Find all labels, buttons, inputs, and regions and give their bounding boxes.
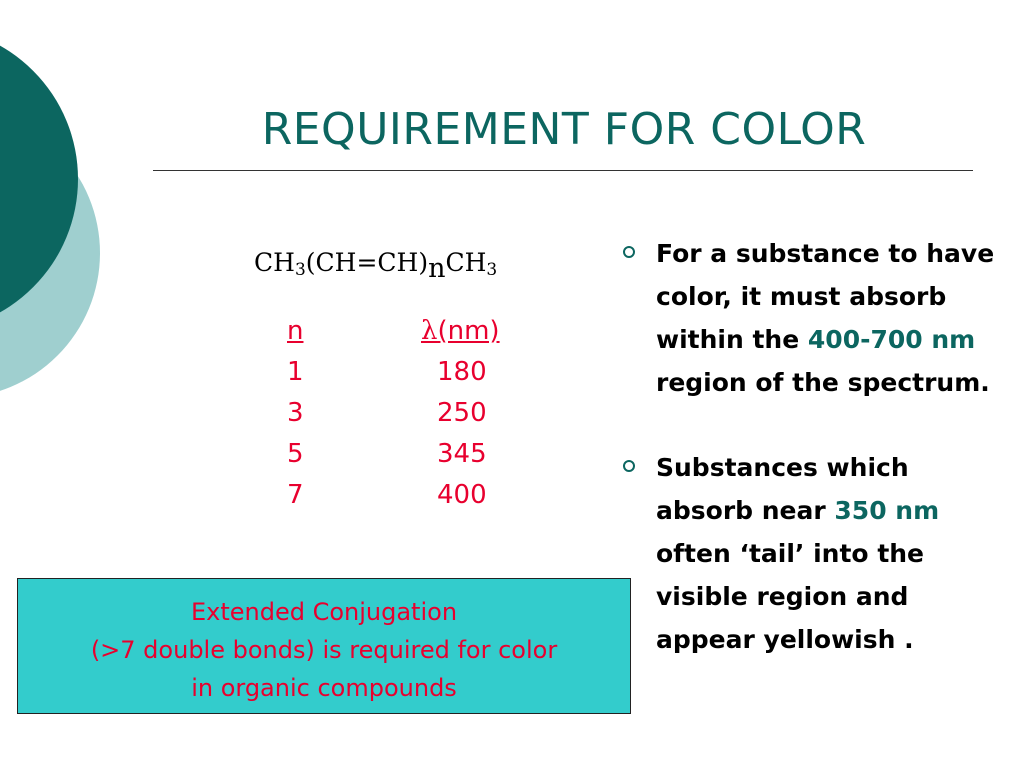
column-header-lambda	[421, 316, 500, 346]
bullet-circle-icon	[623, 246, 635, 258]
table-row	[283, 357, 583, 398]
bullet-item	[620, 446, 1010, 661]
slide-title: REQUIREMENT FOR COLOR	[261, 104, 867, 155]
cell-lambda: 400	[437, 480, 487, 510]
cell-lambda: 180	[437, 357, 487, 387]
bullet-text: region of the spectrum.	[656, 368, 990, 397]
table-body	[283, 357, 583, 521]
column-header-n: n	[287, 316, 304, 346]
lambda-symbol: λ	[421, 316, 438, 346]
bullet-text: Substances which absorb near	[656, 453, 909, 525]
cell-n: 7	[287, 480, 304, 510]
callout-line: (>7 double bonds) is required for color	[90, 636, 558, 664]
formula-part: CH	[254, 248, 295, 277]
cell-n: 3	[287, 398, 304, 428]
bullet-text: For a substance to have color, it must absorb within the	[656, 239, 995, 354]
callout-line: in organic compounds	[191, 674, 457, 702]
bullet-text: often ‘tail’ into the visible region and appear yellowish .	[656, 539, 925, 654]
bullet-item	[620, 232, 1010, 404]
cell-n: 1	[287, 357, 304, 387]
formula-n: n	[428, 253, 446, 284]
bullet-highlight: 400-700 nm	[807, 325, 976, 354]
table-row	[283, 480, 583, 521]
bullet-highlight: 350 nm	[834, 496, 940, 525]
formula-subscript: 3	[294, 260, 306, 280]
polyene-formula	[254, 248, 497, 284]
bullet-list	[620, 232, 1010, 661]
cell-n: 5	[287, 439, 304, 469]
callout-heading: Extended Conjugation	[190, 598, 458, 626]
title-divider	[153, 170, 973, 171]
formula-subscript: 3	[486, 260, 498, 280]
cell-lambda: 345	[437, 439, 487, 469]
bullet-circle-icon	[623, 460, 635, 472]
table-row	[283, 439, 583, 480]
lambda-unit: (nm)	[437, 316, 500, 346]
table-row	[283, 398, 583, 439]
formula-part: (CH=CH)	[305, 248, 429, 277]
cell-lambda: 250	[437, 398, 487, 428]
conjugation-callout	[17, 578, 631, 714]
formula-part: CH	[445, 248, 487, 277]
